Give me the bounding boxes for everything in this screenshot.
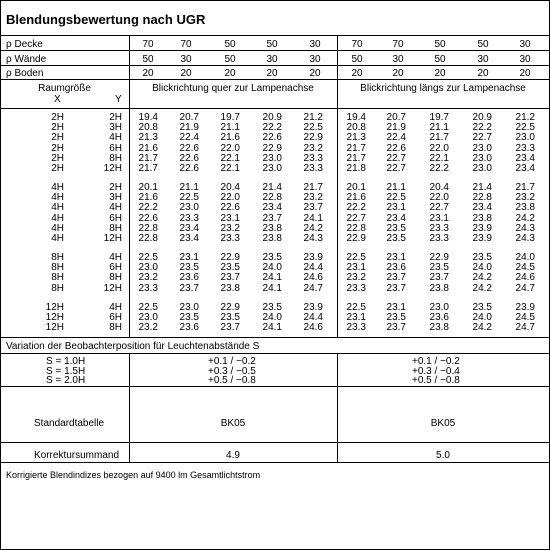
ugr-value-along: 23.5	[386, 233, 406, 244]
param-value: 20	[142, 68, 154, 79]
ugr-value-along: 24.2	[472, 282, 492, 294]
ugr-value-along: 19.4	[346, 112, 366, 123]
ugr-value-cross: 19.4	[138, 112, 158, 123]
rule-data-end	[0, 337, 549, 338]
ugr-value-along: 22.7	[386, 163, 406, 174]
standard-table-label: Standardtabelle	[34, 418, 105, 429]
param-value: 30	[309, 39, 321, 50]
ugr-value-along: 24.0	[515, 252, 535, 263]
ugr-value-along: 23.0	[472, 163, 492, 174]
ugr-value-along: 23.3	[515, 142, 535, 154]
rule-variation-end	[0, 386, 549, 387]
row-x-value: 4H	[51, 222, 64, 234]
ugr-value-cross: 22.8	[138, 233, 158, 244]
variation-along-value: +0.5 / −0.8	[412, 375, 460, 386]
ugr-value-along: 24.7	[515, 322, 535, 334]
ugr-value-cross: 23.0	[138, 262, 158, 274]
ugr-value-along: 23.2	[346, 272, 366, 284]
ugr-value-along: 23.1	[386, 252, 406, 263]
ugr-value-along: 22.1	[429, 152, 449, 164]
param-value: 50	[477, 39, 489, 50]
row-x-value: 2H	[51, 132, 64, 144]
ugr-value-along: 23.5	[386, 222, 406, 234]
ugr-value-along: 23.3	[429, 233, 449, 244]
ugr-value-cross: 21.4	[262, 182, 282, 193]
row-x-value: 8H	[51, 262, 64, 274]
ugr-value-along: 22.0	[429, 192, 449, 204]
ugr-value-along: 23.4	[472, 202, 492, 214]
ugr-value-cross: 22.6	[220, 202, 240, 214]
ugr-value-cross: 24.4	[303, 262, 323, 274]
row-x-value: 8H	[51, 252, 64, 263]
row-y-value: 2H	[109, 182, 122, 193]
variation-along-value: +0.3 / −0.4	[412, 365, 460, 377]
ugr-value-along: 23.5	[472, 252, 492, 263]
row-y-value: 6H	[109, 212, 122, 224]
ugr-value-cross: 23.4	[262, 202, 282, 214]
param-value: 30	[309, 54, 321, 65]
ugr-value-cross: 22.2	[262, 122, 282, 134]
ugr-value-cross: 24.0	[262, 262, 282, 274]
ugr-value-along: 24.3	[515, 233, 535, 244]
ugr-value-along: 21.7	[346, 142, 366, 154]
ugr-value-cross: 24.1	[303, 212, 323, 224]
param-value: 20	[224, 68, 236, 79]
ugr-value-cross: 23.3	[179, 212, 199, 224]
ugr-value-cross: 21.6	[138, 142, 158, 154]
ugr-value-cross: 23.1	[179, 252, 199, 263]
ugr-value-cross: 23.0	[262, 163, 282, 174]
ugr-value-cross: 20.1	[138, 182, 158, 193]
ugr-value-cross: 21.6	[138, 192, 158, 204]
rule-standard-end	[0, 442, 549, 443]
ugr-value-cross: 23.3	[303, 152, 323, 164]
ugr-value-along: 23.7	[429, 272, 449, 284]
ugr-value-cross: 23.2	[220, 222, 240, 234]
rule-correction-end	[0, 462, 549, 463]
param-value: 50	[434, 54, 446, 65]
ugr-value-cross: 23.9	[303, 252, 323, 263]
ugr-value-cross: 23.2	[303, 142, 323, 154]
ugr-value-cross: 21.2	[303, 112, 323, 123]
row-x-value: 4H	[51, 192, 64, 204]
ugr-value-cross: 22.1	[220, 152, 240, 164]
ugr-value-cross: 22.5	[138, 252, 158, 263]
ugr-value-cross: 22.8	[262, 192, 282, 204]
ugr-value-along: 20.8	[346, 122, 366, 134]
ugr-value-along: 22.8	[346, 222, 366, 234]
ugr-value-cross: 22.5	[138, 302, 158, 313]
ugr-value-cross: 21.1	[220, 122, 240, 134]
ugr-value-cross: 24.2	[303, 222, 323, 234]
ugr-value-along: 21.3	[346, 132, 366, 144]
ugr-value-cross: 22.9	[220, 302, 240, 313]
ugr-value-cross: 23.3	[220, 233, 240, 244]
ugr-value-along: 24.2	[472, 322, 492, 334]
variation-s-label: S = 1.5H	[46, 365, 86, 377]
param-label-boden: ρ Boden	[6, 68, 44, 79]
ugr-value-along: 24.2	[515, 212, 535, 224]
param-label-decke: ρ Decke	[6, 39, 43, 50]
ugr-value-along: 22.5	[346, 252, 366, 263]
ugr-value-cross: 22.5	[179, 192, 199, 204]
ugr-value-along: 23.9	[472, 233, 492, 244]
ugr-value-cross: 21.6	[220, 132, 240, 144]
ugr-value-along: 23.7	[386, 322, 406, 334]
row-y-value: 4H	[109, 132, 122, 144]
ugr-value-cross: 23.4	[179, 233, 199, 244]
ugr-value-along: 24.5	[515, 262, 535, 274]
variation-s-label: S = 2.0H	[46, 375, 86, 386]
standard-table-left: BK05	[220, 418, 246, 429]
rule-param-2	[0, 65, 549, 66]
row-y-value: 12H	[103, 282, 122, 294]
ugr-value-along: 24.5	[515, 312, 535, 324]
variation-cross-value: +0.1 / −0.2	[208, 356, 256, 367]
ugr-value-cross: 21.1	[179, 182, 199, 193]
ugr-value-cross: 21.7	[303, 182, 323, 193]
param-value: 30	[266, 54, 278, 65]
row-y-value: 6H	[109, 142, 122, 154]
row-y-value: 6H	[109, 262, 122, 274]
rule-variation-label	[0, 353, 549, 354]
rule-col-xy-lower	[129, 353, 130, 462]
ugr-value-along: 23.4	[386, 212, 406, 224]
ugr-value-cross: 20.9	[262, 112, 282, 123]
ugr-value-along: 21.6	[346, 192, 366, 204]
ugr-value-along: 20.9	[472, 112, 492, 123]
param-value: 30	[519, 54, 531, 65]
ugr-value-along: 23.1	[386, 302, 406, 313]
row-x-value: 8H	[51, 272, 64, 284]
row-y-value: 3H	[109, 122, 122, 134]
param-value: 70	[180, 39, 192, 50]
ugr-value-cross: 20.4	[220, 182, 240, 193]
ugr-value-along: 23.6	[429, 312, 449, 324]
ugr-value-cross: 23.6	[179, 272, 199, 284]
param-value: 30	[180, 54, 192, 65]
variation-s-label: S = 1.0H	[46, 356, 86, 367]
ugr-value-cross: 23.8	[262, 222, 282, 234]
param-value: 20	[180, 68, 192, 79]
row-y-value: 3H	[109, 192, 122, 204]
row-x-value: 2H	[51, 112, 64, 123]
rule-header-end	[0, 108, 549, 109]
ugr-value-along: 22.2	[346, 202, 366, 214]
ugr-value-along: 23.1	[386, 202, 406, 214]
ugr-value-along: 23.0	[429, 302, 449, 313]
ugr-value-cross: 22.5	[303, 122, 323, 134]
ugr-value-along: 23.0	[515, 132, 535, 144]
ugr-value-cross: 23.7	[220, 322, 240, 334]
ugr-value-along: 23.5	[429, 262, 449, 274]
row-y-value: 8H	[109, 222, 122, 234]
header-y: Y	[115, 94, 122, 105]
row-y-value: 4H	[109, 202, 122, 214]
row-y-value: 4H	[109, 302, 122, 313]
ugr-value-cross: 22.1	[220, 163, 240, 174]
ugr-value-along: 23.9	[472, 222, 492, 234]
ugr-value-along: 22.5	[346, 302, 366, 313]
ugr-value-cross: 23.5	[262, 302, 282, 313]
rule-col-mid-lower	[337, 353, 338, 462]
row-y-value: 8H	[109, 322, 122, 334]
ugr-value-along: 23.8	[515, 202, 535, 214]
row-y-value: 8H	[109, 272, 122, 284]
ugr-value-cross: 24.1	[262, 272, 282, 284]
ugr-value-along: 24.7	[515, 282, 535, 294]
ugr-value-cross: 21.7	[138, 163, 158, 174]
ugr-value-along: 22.4	[386, 132, 406, 144]
ugr-value-cross: 19.7	[220, 112, 240, 123]
row-y-value: 12H	[103, 233, 122, 244]
rule-top	[0, 35, 549, 36]
ugr-value-cross: 23.5	[220, 262, 240, 274]
ugr-value-cross: 20.7	[179, 112, 199, 123]
row-y-value: 12H	[103, 163, 122, 174]
param-value: 50	[266, 39, 278, 50]
ugr-value-cross: 24.3	[303, 233, 323, 244]
param-value: 50	[224, 54, 236, 65]
ugr-value-along: 23.8	[472, 212, 492, 224]
variation-along-value: +0.1 / −0.2	[412, 356, 460, 367]
ugr-value-cross: 23.2	[138, 322, 158, 334]
row-x-value: 12H	[45, 302, 64, 313]
ugr-value-along: 22.7	[429, 202, 449, 214]
ugr-value-cross: 21.9	[179, 122, 199, 134]
ugr-value-along: 23.4	[515, 163, 535, 174]
param-value: 20	[392, 68, 404, 79]
ugr-value-along: 24.0	[472, 312, 492, 324]
footnote: Korrigierte Blendindizes bezogen auf 9400 lm Gesamtlichtstrom	[6, 470, 261, 480]
ugr-value-along: 21.2	[515, 112, 535, 123]
ugr-value-cross: 24.6	[303, 272, 323, 284]
ugr-value-cross: 22.0	[220, 142, 240, 154]
correction-right: 5.0	[436, 450, 450, 461]
param-value: 70	[351, 39, 363, 50]
ugr-value-cross: 24.7	[303, 282, 323, 294]
ugr-value-along: 22.2	[472, 122, 492, 134]
ugr-value-along: 23.0	[472, 152, 492, 164]
row-x-value: 4H	[51, 233, 64, 244]
param-value: 20	[309, 68, 321, 79]
ugr-value-cross: 22.4	[179, 132, 199, 144]
ugr-value-cross: 23.6	[179, 322, 199, 334]
ugr-value-along: 21.7	[429, 132, 449, 144]
param-value: 20	[351, 68, 363, 79]
row-y-value: 2H	[109, 112, 122, 123]
ugr-value-cross: 21.7	[138, 152, 158, 164]
ugr-value-cross: 23.0	[179, 302, 199, 313]
ugr-value-along: 23.2	[515, 192, 535, 204]
ugr-value-along: 21.4	[472, 182, 492, 193]
page-title: Blendungsbewertung nach UGR	[6, 12, 206, 27]
param-value: 20	[477, 68, 489, 79]
ugr-value-cross: 23.5	[262, 252, 282, 263]
ugr-value-along: 24.0	[472, 262, 492, 274]
row-x-value: 4H	[51, 212, 64, 224]
ugr-value-along: 23.5	[386, 312, 406, 324]
ugr-value-cross: 23.3	[138, 282, 158, 294]
ugr-value-cross: 23.7	[303, 202, 323, 214]
ugr-value-along: 22.8	[472, 192, 492, 204]
ugr-value-cross: 24.6	[303, 322, 323, 334]
ugr-value-along: 23.1	[346, 312, 366, 324]
ugr-value-cross: 22.9	[303, 132, 323, 144]
ugr-value-cross: 23.9	[303, 302, 323, 313]
param-value: 50	[351, 54, 363, 65]
row-x-value: 8H	[51, 282, 64, 294]
ugr-value-cross: 22.9	[262, 142, 282, 154]
row-x-value: 2H	[51, 142, 64, 154]
param-value: 70	[392, 39, 404, 50]
ugr-value-along: 23.3	[429, 222, 449, 234]
ugr-value-cross: 24.4	[303, 312, 323, 324]
ugr-value-along: 19.7	[429, 112, 449, 123]
ugr-value-along: 20.7	[386, 112, 406, 123]
ugr-value-along: 21.1	[386, 182, 406, 193]
param-value: 30	[519, 39, 531, 50]
ugr-value-cross: 23.0	[262, 152, 282, 164]
ugr-value-along: 23.3	[346, 282, 366, 294]
ugr-value-along: 20.1	[346, 182, 366, 193]
ugr-value-cross: 23.5	[179, 312, 199, 324]
variation-label: Variation der Beobachterposition für Leuchtenabstände S	[6, 341, 260, 352]
ugr-value-cross: 23.5	[220, 312, 240, 324]
row-x-value: 12H	[45, 312, 64, 324]
row-x-value: 4H	[51, 182, 64, 193]
ugr-value-along: 23.0	[472, 142, 492, 154]
row-y-value: 8H	[109, 152, 122, 164]
ugr-value-along: 21.7	[515, 182, 535, 193]
ugr-value-along: 23.7	[386, 282, 406, 294]
ugr-value-cross: 23.7	[179, 282, 199, 294]
ugr-value-along: 24.2	[472, 272, 492, 284]
ugr-value-cross: 23.1	[220, 212, 240, 224]
param-value: 50	[142, 54, 154, 65]
ugr-value-cross: 23.2	[138, 272, 158, 284]
ugr-value-along: 22.9	[429, 252, 449, 263]
header-x: X	[54, 94, 61, 105]
ugr-value-along: 21.7	[346, 152, 366, 164]
ugr-value-cross: 22.6	[262, 132, 282, 144]
header-right-direction: Blickrichtung längs zur Lampenachse	[360, 83, 526, 94]
ugr-value-cross: 22.2	[138, 202, 158, 214]
ugr-value-along: 22.5	[386, 192, 406, 204]
ugr-value-cross: 22.6	[179, 142, 199, 154]
correction-left: 4.9	[226, 450, 240, 461]
ugr-value-along: 23.3	[346, 322, 366, 334]
ugr-value-along: 21.8	[346, 163, 366, 174]
ugr-value-cross: 23.3	[303, 163, 323, 174]
ugr-value-along: 21.1	[429, 122, 449, 134]
row-x-value: 12H	[45, 322, 64, 334]
param-label-waende: ρ Wände	[6, 54, 47, 65]
ugr-value-along: 22.9	[346, 233, 366, 244]
row-y-value: 6H	[109, 312, 122, 324]
rule-params-end	[0, 79, 549, 80]
row-y-value: 4H	[109, 252, 122, 263]
ugr-value-cross: 23.8	[220, 282, 240, 294]
param-value: 20	[266, 68, 278, 79]
ugr-value-along: 23.5	[472, 302, 492, 313]
ugr-value-cross: 23.2	[303, 192, 323, 204]
ugr-value-cross: 23.5	[179, 262, 199, 274]
ugr-value-along: 22.7	[386, 152, 406, 164]
ugr-value-along: 23.1	[429, 212, 449, 224]
ugr-value-cross: 22.6	[179, 152, 199, 164]
ugr-value-along: 23.6	[386, 262, 406, 274]
header-room-size: Raumgröße	[38, 83, 91, 94]
param-value: 30	[392, 54, 404, 65]
ugr-value-along: 24.3	[515, 222, 535, 234]
correction-label: Korrektursummand	[34, 450, 120, 461]
row-x-value: 2H	[51, 163, 64, 174]
ugr-value-cross: 23.4	[179, 222, 199, 234]
ugr-value-cross: 22.6	[179, 163, 199, 174]
ugr-value-cross: 23.0	[179, 202, 199, 214]
ugr-value-along: 23.7	[386, 272, 406, 284]
ugr-value-along: 20.4	[429, 182, 449, 193]
param-value: 20	[519, 68, 531, 79]
param-value: 70	[142, 39, 154, 50]
row-x-value: 4H	[51, 202, 64, 214]
ugr-value-along: 23.8	[429, 322, 449, 334]
ugr-value-along: 22.0	[429, 142, 449, 154]
row-x-value: 2H	[51, 122, 64, 134]
ugr-value-along: 22.7	[472, 132, 492, 144]
ugr-value-along: 23.1	[346, 262, 366, 274]
ugr-value-cross: 22.8	[138, 222, 158, 234]
ugr-value-cross: 22.0	[220, 192, 240, 204]
ugr-value-along: 22.2	[429, 163, 449, 174]
param-value: 20	[434, 68, 446, 79]
ugr-value-cross: 20.8	[138, 122, 158, 134]
ugr-value-along: 23.9	[515, 302, 535, 313]
param-value: 50	[434, 39, 446, 50]
ugr-value-cross: 23.7	[220, 272, 240, 284]
ugr-value-cross: 23.8	[262, 233, 282, 244]
rule-param-1	[0, 50, 549, 51]
ugr-value-cross: 24.1	[262, 322, 282, 334]
ugr-value-cross: 21.3	[138, 132, 158, 144]
ugr-value-along: 22.6	[386, 142, 406, 154]
header-left-direction: Blickrichtung quer zur Lampenachse	[152, 83, 314, 94]
ugr-value-cross: 23.0	[138, 312, 158, 324]
ugr-value-along: 22.5	[515, 122, 535, 134]
param-value: 50	[224, 39, 236, 50]
variation-cross-value: +0.5 / −0.8	[208, 375, 256, 386]
ugr-value-cross: 22.6	[138, 212, 158, 224]
row-x-value: 2H	[51, 152, 64, 164]
variation-cross-value: +0.3 / −0.5	[208, 365, 256, 377]
standard-table-right: BK05	[430, 418, 456, 429]
ugr-value-along: 22.7	[346, 212, 366, 224]
param-value: 30	[477, 54, 489, 65]
ugr-value-cross: 23.7	[262, 212, 282, 224]
ugr-value-along: 21.9	[386, 122, 406, 134]
ugr-value-cross: 24.1	[262, 282, 282, 294]
ugr-value-cross: 22.9	[220, 252, 240, 263]
ugr-value-along: 23.8	[429, 282, 449, 294]
ugr-value-along: 23.4	[515, 152, 535, 164]
ugr-value-along: 24.6	[515, 272, 535, 284]
ugr-value-cross: 24.0	[262, 312, 282, 324]
